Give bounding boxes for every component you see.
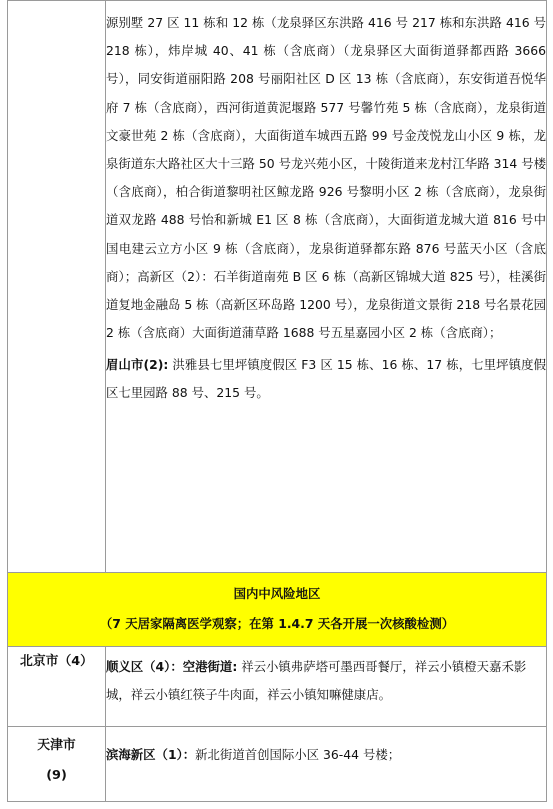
tianjin-entry: [106, 727, 546, 769]
tianjin-row: [8, 727, 547, 802]
continuation-row: [8, 1, 547, 573]
section-header-cell: [8, 573, 547, 647]
meishan-text: 洪雅县七里坪镇度假区 F3 区 15 栋、16 栋、17 栋，七里坪镇度假区七里园路 88 号、215 号。: [106, 357, 547, 401]
detail-cell-sichuan: [106, 1, 547, 573]
beijing-district-label: 顺义区（4）：空港街道:: [106, 659, 238, 674]
tianjin-district-label: 滨海新区（1）：: [106, 747, 196, 762]
beijing-text: 祥云小镇弗萨塔可墨西哥餐厅，祥云小镇橙天嘉禾影城，祥云小镇红筷子牛肉面，祥云小镇知嘛健康店。: [106, 659, 527, 702]
tianjin-region-label: 天津市: [37, 738, 76, 753]
tianjin-region-count: (9): [46, 768, 67, 783]
tianjin-text: 新北街道首创国际小区 36-44 号楼；: [195, 747, 401, 762]
beijing-entry: [106, 647, 546, 719]
section-title: 国内中风险地区: [233, 585, 321, 601]
detail-cell-tianjin: [106, 727, 547, 802]
section-header-row: [8, 573, 547, 647]
beijing-region-label: 北京市（4）: [20, 654, 93, 669]
region-cell-beijing: [8, 647, 106, 727]
beijing-row: [8, 647, 547, 727]
meishan-entry: [106, 351, 546, 411]
region-cell-empty: [8, 1, 106, 573]
meishan-label: 眉山市(2):: [106, 357, 169, 373]
chengdu-area-list: 源别墅 27 区 11 栋和 12 栋（龙泉驿区东洪路 416 号 217 栋和东洪路 416 号 218 栋），炜岸城 40、41 栋（含底商）（龙泉驿区大面街道驿都西路 3666 号），同安街道丽阳路 208 号丽阳社区 D 区 13 栋（含底商），东安街道吾悦华府 7 栋（含底商），西河街道黄泥堰路 577 号馨竹苑 5 栋（含底商），龙泉街道文豪世苑 2 栋（含底商），大面街道车城西五路 99 号金茂悦龙山小区 9 栋，龙泉街道东大路社区大十三路 50 号龙兴苑小区，十陵街道来龙村江华路 314 号楼（含底商），柏合街道黎明社区鲸龙路 926 号黎明小区 2 栋（含底商），龙泉街道双龙路 488 号怡和新城 E1 区 8 栋（含底商），大面街道龙城大道 816 号中国电建云立方小区 9 栋（含底商），龙泉街道驿都东路 876 号蓝天小区（含底商）；高新区（2）：石羊街道南苑 B 区 6 栋（高新区锦城大道 825 号），桂溪街道复地金融岛 5 栋（高新区环岛路 1200 号），龙泉街道文景街 218 号名景花园 2 栋（含底商）大面街道蒲草路 1688 号五星嘉园小区 2 栋（含底商）；: [106, 15, 546, 341]
region-cell-tianjin: [8, 727, 106, 802]
section-subtitle: （7 天居家隔离医学观察；在第 1.4.7 天各开展一次核酸检测）: [99, 615, 455, 631]
detail-cell-beijing: [106, 647, 547, 727]
risk-area-table: [7, 0, 547, 802]
